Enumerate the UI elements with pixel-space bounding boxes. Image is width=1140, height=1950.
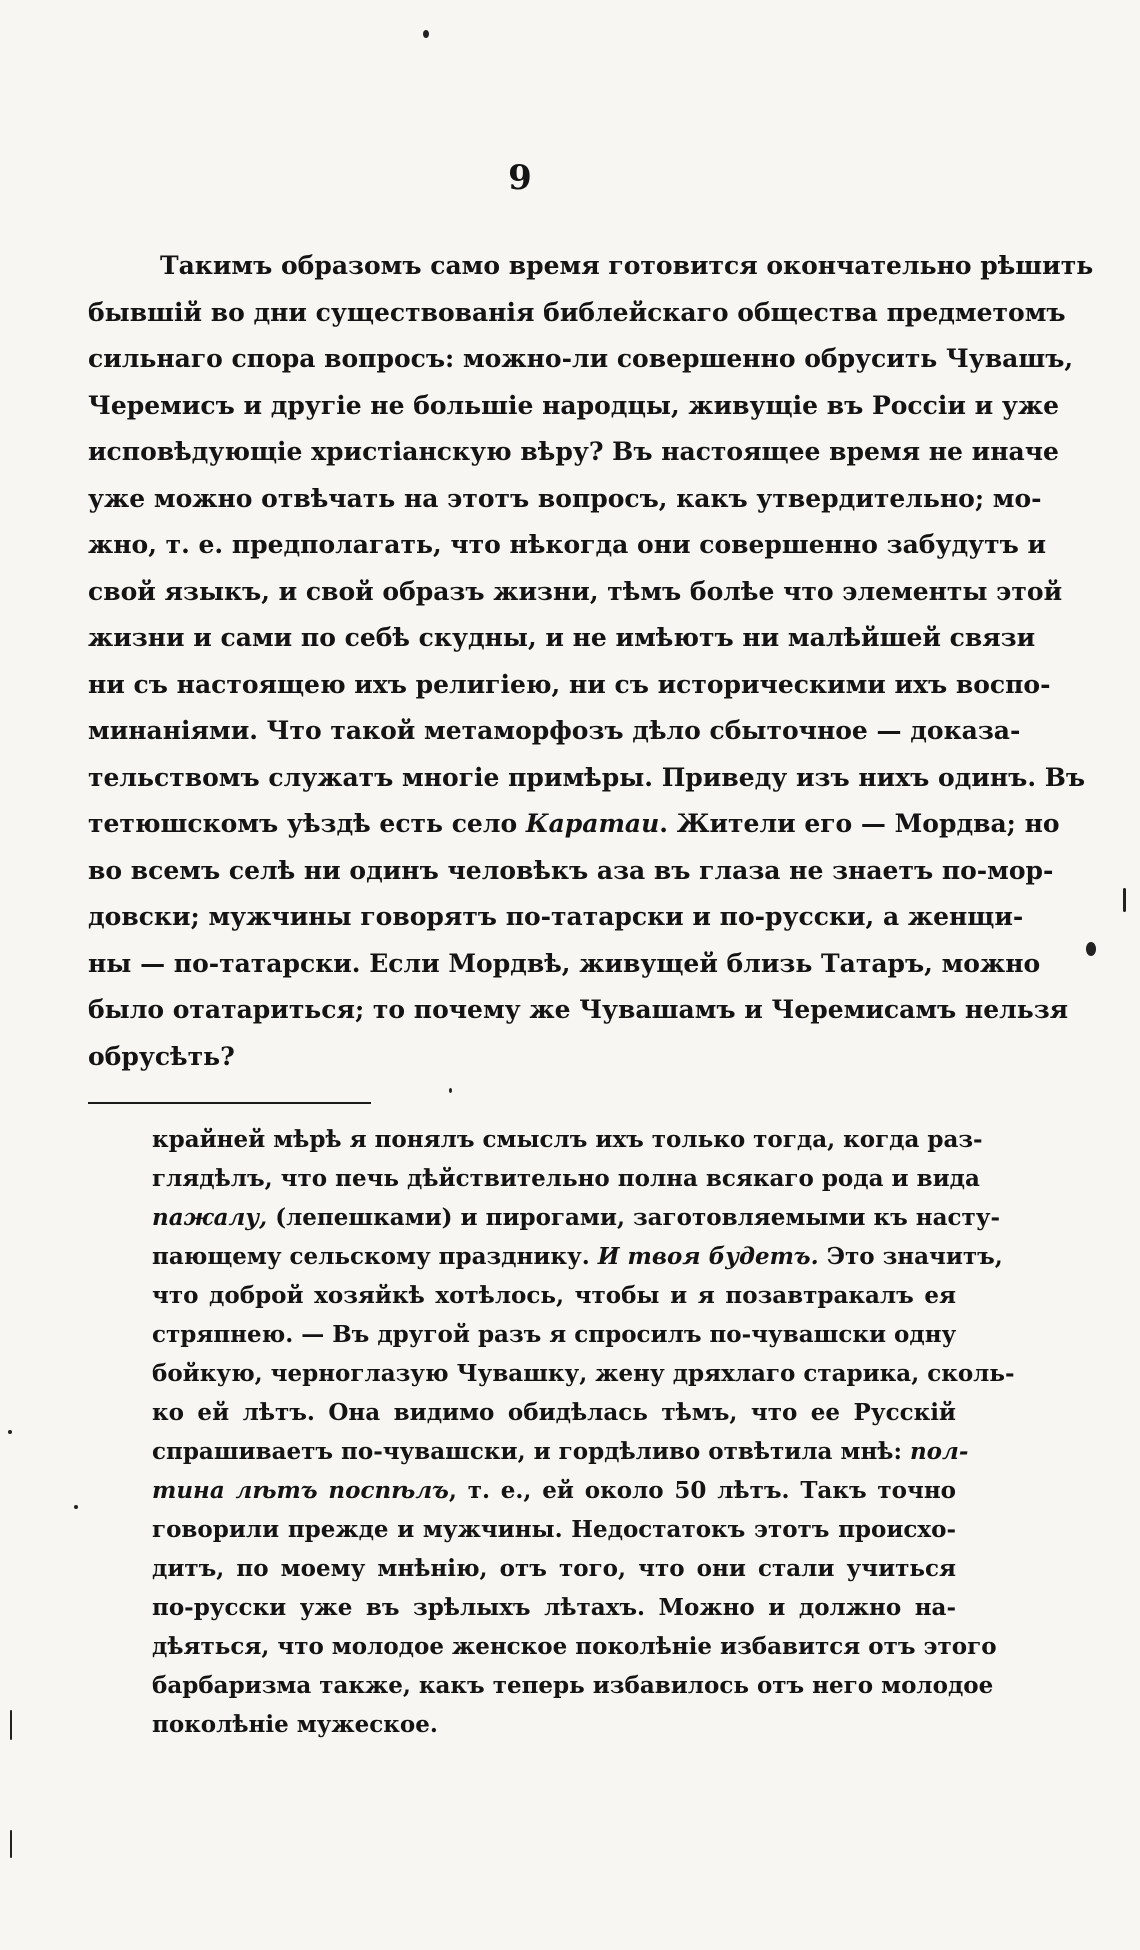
main-body-text [88,243,1094,1080]
text-segment: . Жители его — Мордва; но [659,809,1060,838]
italic-place-name: Каратаи [525,809,660,838]
scan-speck [1123,888,1126,912]
text-segment: (лепешками) и пирогами, заготовляемыми къ насту- [275,1204,1001,1231]
text-line: уже можно отвѣчать на этотъ вопросъ, какъ утвердительно; мо- [88,483,1042,513]
scan-speck [1086,942,1096,956]
footnote-line: бойкую, черноглазую Чувашку, жену дряхлаго старика, сколь- [152,1360,1015,1387]
scan-speck [449,1088,452,1093]
footnote-line: по-русски уже въ зрѣлыхъ лѣтахъ. Можно и должно на- [152,1594,956,1621]
text-segment: спрашиваетъ по-чувашски, и гордѣливо отвѣтила мнѣ: [152,1438,902,1465]
text-line: Такимъ образомъ само время готовится окончательно рѣшить [160,251,1094,280]
footnote-line: дѣяться, что молодое женское поколѣніе избавится отъ этого [152,1633,997,1660]
italic-word: пажалу, [152,1204,268,1231]
text-line: ны — по-татарски. Если Мордвѣ, живущей близь Татаръ, можно [88,948,1041,978]
scan-speck [10,1830,12,1858]
text-line: ни съ настоящею ихъ религіею, ни съ историческими ихъ воспо- [88,669,1051,699]
footnote-line [152,1198,1001,1237]
scan-speck [423,30,429,38]
footnote-line: глядѣлъ, что печь дѣйствительно полна всякаго рода и вида [152,1165,980,1192]
footnote-line: барбаризма также, какъ теперь избавилось отъ него молодое [152,1672,994,1699]
text-line: сильнаго спора вопросъ: можно-ли совершенно обрусить Чувашъ, [88,344,1074,373]
footnote-line [152,1432,969,1471]
italic-phrase: И твоя будетъ. [597,1243,819,1270]
footnote-line: крайней мѣрѣ я понялъ смыслъ ихъ только тогда, когда раз- [152,1126,983,1153]
footnote-line: стряпнею. — Въ другой разъ я спросилъ по-чувашски одну [152,1321,957,1348]
footnote-text [152,1120,1015,1744]
text-line: минаніями. Что такой метаморфозъ дѣло сбыточное — доказа- [88,716,1021,745]
text-line: жно, т. е. предполагать, что нѣкогда они совершенно забудутъ и [88,530,1047,559]
text-segment: пающему сельскому празднику. [152,1243,590,1270]
text-line: обрусѣть? [88,1041,235,1071]
text-line: было отатариться; то почему же Чувашамъ и Черемисамъ нельзя [88,995,1069,1024]
text-segment: Это значитъ, [826,1243,1003,1270]
text-line: Черемисъ и другіе не большіе народцы, живущіе въ Россіи и уже [88,390,1060,420]
italic-word: пол- [909,1438,969,1465]
footnote-line: поколѣніе мужеское. [152,1711,438,1738]
text-line: во всемъ селѣ ни одинъ человѣкъ аза въ глаза не знаетъ по-мор- [88,855,1054,885]
text-line: жизни и сами по себѣ скудны, и не имѣютъ ни малѣйшей связи [88,623,1036,652]
text-line: бывшій во дни существованія библейскаго общества предметомъ [88,297,1066,327]
scan-speck [74,1505,78,1509]
text-segment: , т. е., ей около 50 лѣтъ. Такъ точно [448,1477,957,1504]
footnote-line: что доброй хозяйкѣ хотѣлось, чтобы и я позавтракалъ ея [152,1282,956,1309]
text-segment: тетюшскомъ уѣздѣ есть село [88,809,526,838]
page-number: 9 [508,158,532,198]
text-line: тельствомъ служатъ многіе примѣры. Приведу изъ нихъ одинъ. Въ [88,762,1086,792]
italic-phrase: тина лѣтъ поспѣлъ [152,1477,449,1504]
scan-speck [10,1710,12,1740]
footnote-line [152,1237,1003,1276]
text-line: исповѣдующіе христіанскую вѣру? Въ настоящее время не иначе [88,437,1059,466]
text-line: довски; мужчины говорятъ по-татарски и по-русски, а женщи- [88,902,1024,931]
scan-speck [8,1430,12,1434]
footnote-line: ко ей лѣтъ. Она видимо обидѣлась тѣмъ, что ее Русскій [152,1399,956,1426]
footnote-line: дитъ, по моему мнѣнію, отъ того, что они стали учиться [152,1555,956,1582]
footnote-divider [88,1102,371,1104]
footnote-line [152,1471,956,1510]
text-line [88,801,1060,848]
footnote-line: говорили прежде и мужчины. Недостатокъ этотъ происхо- [152,1516,956,1543]
text-line: свой языкъ, и свой образъ жизни, тѣмъ болѣе что элементы этой [88,576,1063,606]
